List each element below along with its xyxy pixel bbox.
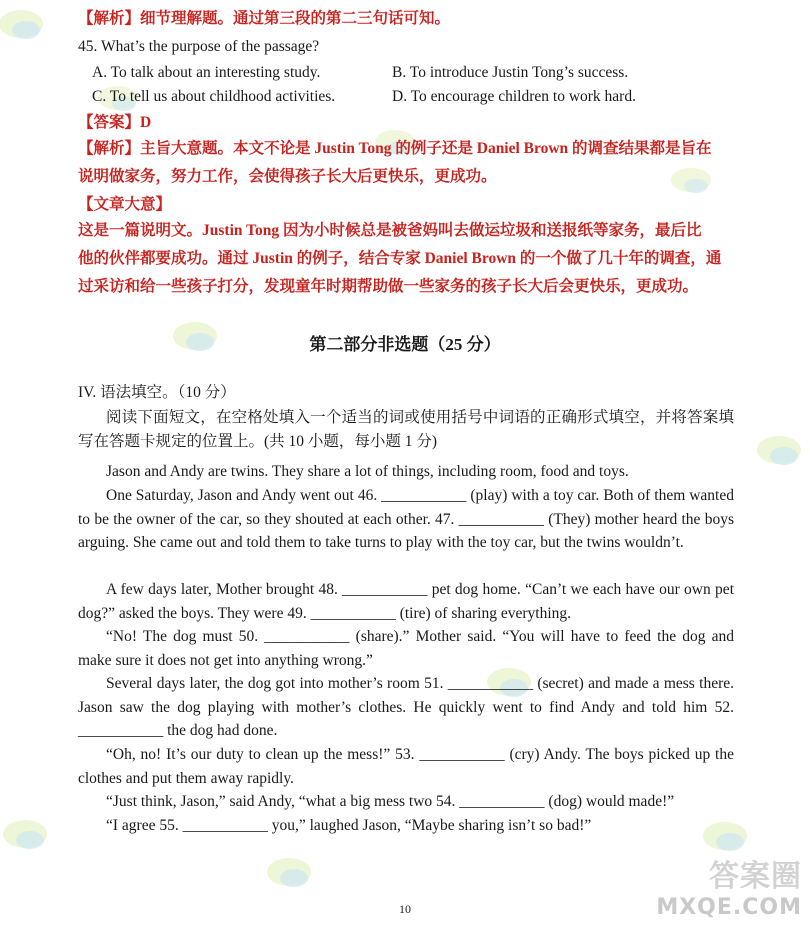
summary-line-1: 这是一篇说明文。Justin Tong 因为小时候总是被爸妈叫去做运垃圾和送报纸等家务，最后比 (78, 222, 702, 239)
passage-paragraph-1: Jason and Andy are twins. They share a lot of things, including room, food and toys. (106, 463, 629, 480)
section-iv-instruction: 阅读下面短文，在空格处填入一个适当的词或使用括号中词语的正确形式填空，并将答案填写在答题卡规定的位置上。(共 10 小题，每小题 1 分) (78, 409, 734, 450)
q45-answer: 【答案】D (78, 114, 152, 131)
summary-heading: 【文章大意】 (78, 196, 172, 213)
q45-option-a: A. To talk about an interesting study. (92, 64, 321, 81)
section-iv-heading: IV. 语法填空。（10 分） (78, 384, 236, 401)
passage-paragraph-3: A few days later, Mother brought 48. ___________ pet dog home. “Can’t we each have our own pet dog?” asked the boys. They were 49. ___________ (tire) of sharing everything. (78, 581, 734, 622)
corner-watermark-cn: 答案圈 (709, 859, 802, 894)
passage-paragraph-5: Several days later, the dog got into mother’s room 51. ___________ (secret) and made a mess there. Jason saw the dog playing with mother’s clothes. He quickly went to find Andy and told him 52. ___________ the dog had done. (78, 675, 734, 739)
corner-watermark (656, 851, 802, 920)
passage-paragraph-6: “Oh, no! It’s our duty to clean up the mess!” 53. ___________ (cry) Andy. The boys picked up the clothes and put them away rapidly. (78, 746, 734, 787)
page-number: 10 (399, 902, 411, 916)
watermark-logo (0, 804, 60, 874)
summary-line-2: 他的伙伴都要成功。通过 Justin 的例子，结合专家 Daniel Brown 的一个做了几十年的调查，通 (78, 250, 722, 267)
watermark-logo (744, 420, 810, 490)
q45-stem: 45. What’s the purpose of the passage? (78, 38, 320, 55)
watermark-logo (656, 150, 726, 220)
passage-paragraph-7: “Just think, Jason,” said Andy, “what a big mess two 54. ___________ (dog) would made!” (106, 793, 675, 810)
part2-title: 第二部分非选题（25 分） (309, 335, 501, 354)
q45-analysis-line-1: 【解析】主旨大意题。本文不论是 Justin Tong 的例子还是 Daniel Brown 的调查结果都是旨在 (78, 140, 712, 157)
q44-analysis: 【解析】细节理解题。通过第三段的第二三句话可知。 (78, 10, 451, 27)
passage-paragraph-4: “No! The dog must 50. ___________ (share).” Mother said. “You will have to feed the dog and make sure it does not get into anything wrong.” (78, 628, 734, 669)
watermark-logo (0, 0, 56, 64)
q45-analysis-line-2: 说明做家务，努力工作，会使得孩子长大后更快乐，更成功。 (78, 168, 497, 185)
passage-paragraph-2: One Saturday, Jason and Andy went out 46. ___________ (play) with a toy car. Both of them wanted to be the owner of the car, so they shouted at each other. 47. ___________ (They) mother heard the boys arguing. She came out and told them to take turns to play with the toy car, but the twins wouldn’t. (78, 487, 734, 551)
summary-line-3: 过采访和给一些孩子打分，发现童年时期帮助做一些家务的孩子长大后会更快乐，更成功。 (78, 278, 699, 295)
corner-watermark-url: MXQE.COM (656, 895, 802, 920)
q45-option-d: D. To encourage children to work hard. (392, 88, 636, 105)
passage-paragraph-8: “I agree 55. ___________ you,” laughed Jason, “Maybe sharing isn’t so bad!” (106, 817, 592, 834)
q45-option-b: B. To introduce Justin Tong’s success. (392, 64, 629, 81)
q45-option-c: C. To tell us about childhood activities. (92, 88, 336, 105)
